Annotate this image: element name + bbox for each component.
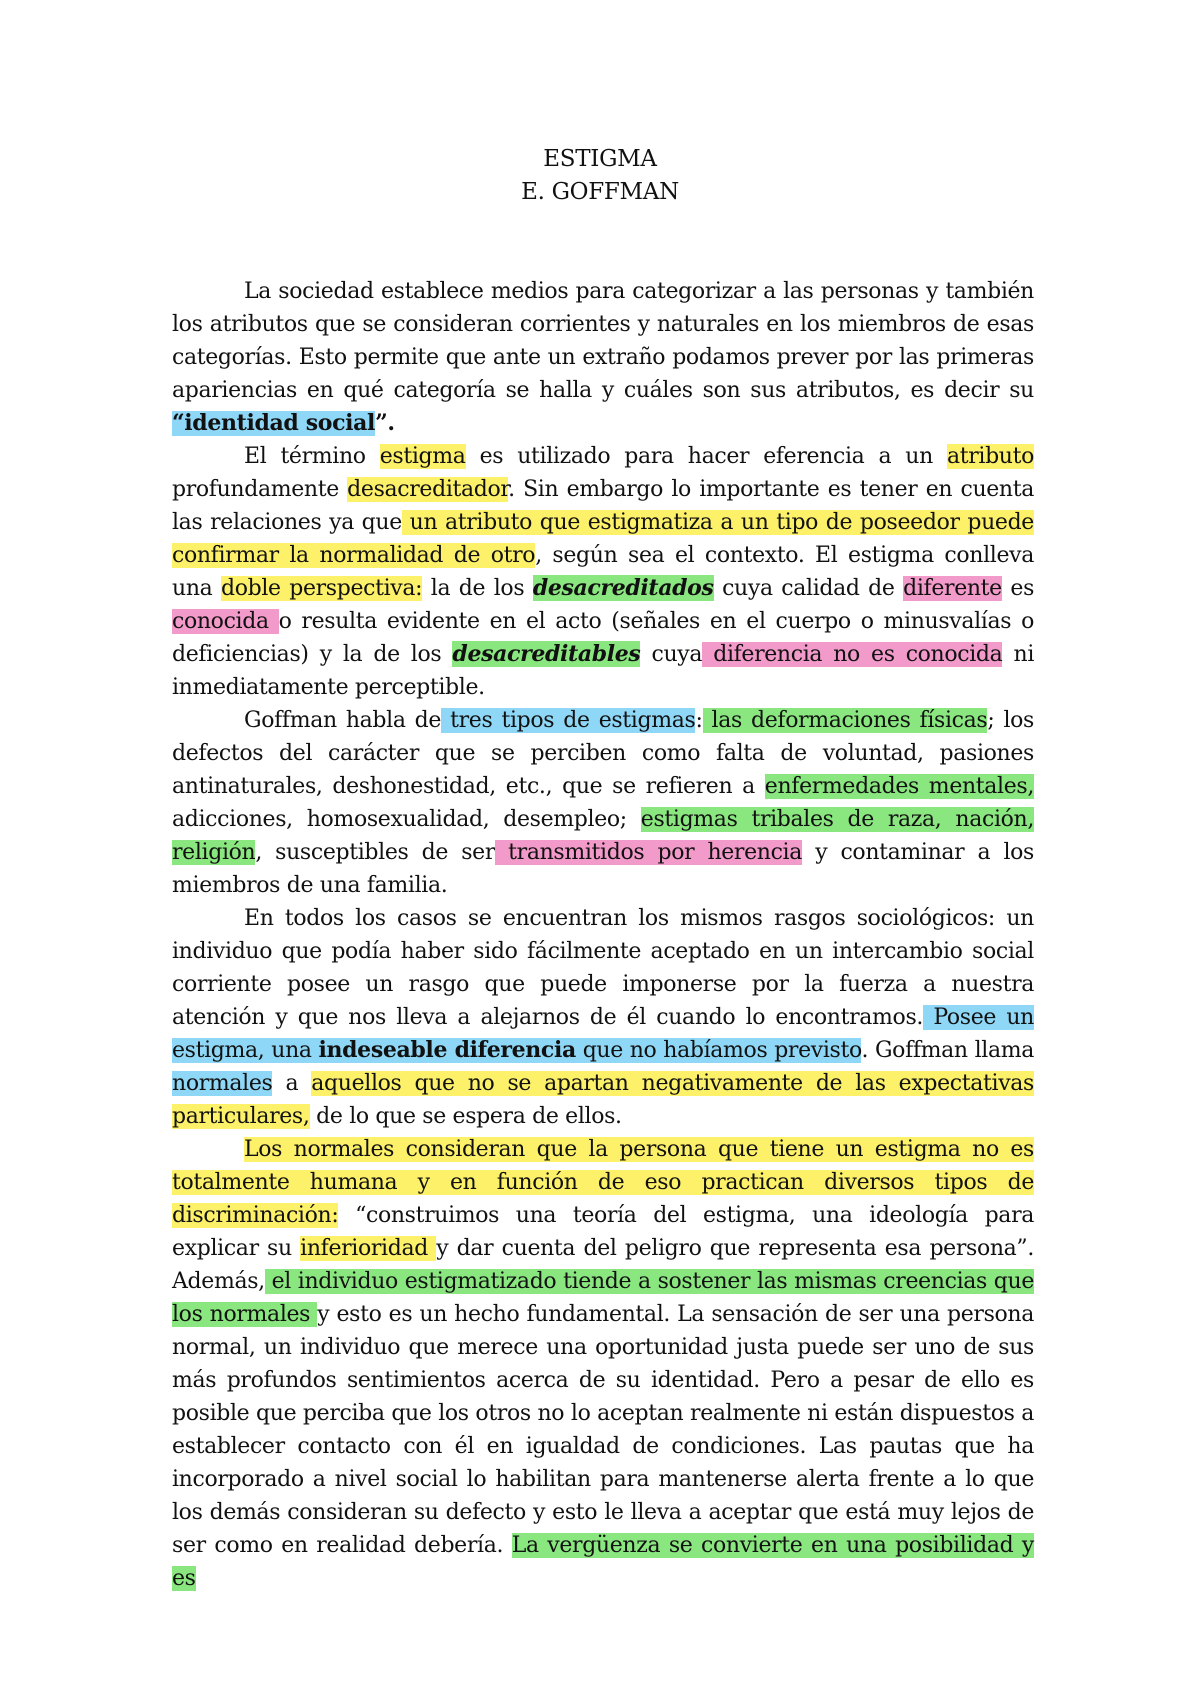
text-run: adicciones, homosexualidad, desempleo; (172, 807, 641, 832)
highlight-green: estigmas tribales de raza, nación, religión (172, 807, 1034, 865)
highlight-yellow: desacreditador (347, 477, 509, 502)
highlight-yellow: aquellos que no se apartan negativamente de las expectativas particulares, (172, 1071, 1034, 1129)
highlight-blue: tres tipos de estigmas (441, 708, 696, 733)
highlight-yellow: Los normales consideran que la persona que tiene un estigma no es totalmente humana y en función de eso practican diversos tipos de discriminación: (172, 1137, 1034, 1228)
highlight-blue: Posee un estigma, una (172, 1005, 1034, 1063)
text-run: cuya (640, 642, 703, 667)
paragraph-1 (172, 275, 1034, 440)
text-run: o resulta evidente en el acto (señales en el cuerpo o minusvalías o deficiencias) y la de los (172, 609, 1034, 667)
text-run: , susceptibles de ser (255, 840, 495, 865)
highlight-green: las deformaciones físicas (702, 708, 988, 733)
paragraph-5 (172, 1133, 1034, 1595)
text-run: es utilizado para hacer eferencia a un (465, 444, 947, 469)
title-block (0, 143, 1200, 209)
paragraph-2 (172, 440, 1034, 704)
text-run: la de los (422, 576, 533, 601)
highlight-blue: normales (172, 1071, 273, 1096)
document-author: E. GOFFMAN (521, 179, 679, 205)
text-run: “construimos una teoría del estigma, una ideología para explicar su (172, 1203, 1034, 1261)
text-run: a (272, 1071, 312, 1096)
text-run: de lo que se espera de ellos. (309, 1104, 622, 1129)
highlight-yellow: atributo (946, 444, 1035, 469)
highlight-yellow: doble perspectiva: (220, 576, 423, 601)
highlight-yellow: un atributo que estigmatiza a un tipo de poseedor puede confirmar la normalidad de otro (172, 510, 1034, 568)
highlight-blue-bold (318, 1038, 575, 1063)
bold-term: ”. (375, 410, 395, 436)
highlight-green: enfermedades mentales, (764, 774, 1034, 799)
text-run: . Sin embargo lo importante es tener en cuenta las relaciones ya que (172, 477, 1035, 535)
paragraph-4 (172, 902, 1034, 1133)
highlight-pink: diferencia no es conocida (702, 642, 1003, 667)
text-run: El término (244, 444, 380, 469)
highlight-green: La vergüenza se convierte en una posibilidad y es (172, 1533, 1035, 1591)
text-run: cuya calidad de (713, 576, 904, 601)
highlight-blue (172, 411, 375, 436)
document-title: ESTIGMA (543, 146, 657, 172)
text-run: . Goffman llama (861, 1038, 1034, 1063)
highlight-blue: que no habíamos previsto (575, 1038, 862, 1063)
text-run: : (695, 708, 703, 733)
text-run: ; los defectos del carácter que se perciben como falta de voluntad, pasiones antinaturales, deshonestidad, etc., que se refieren a (172, 708, 1034, 799)
highlight-yellow: inferioridad (300, 1236, 437, 1261)
text-run: es (1001, 576, 1035, 601)
highlight-green: el individuo estigmatizado tiende a sostener las mismas creencias que los normales (172, 1269, 1034, 1327)
text-run: En todos los casos se encuentran los mismos rasgos sociológicos: un individuo que podía haber sido fácilmente aceptado en un intercambio social corriente posee un rasgo que puede imponerse por la fuerza a nuestra atención y que nos lleva a alejarnos de él cuando lo encontramos. (172, 906, 1034, 1030)
highlight-yellow: estigma (379, 444, 466, 469)
text-run: Goffman habla de (244, 708, 442, 733)
paragraph-3 (172, 704, 1034, 902)
bold-term: indeseable diferencia (318, 1037, 576, 1063)
highlight-green-term: desacreditados (532, 575, 714, 601)
highlight-pink: transmitidos por herencia (494, 840, 803, 865)
highlight-pink: conocida (172, 609, 279, 634)
text-run: ni inmediatamente perceptible. (172, 642, 1035, 700)
bold-term: “identidad social (172, 410, 376, 436)
text-run: y esto es un hecho fundamental. La sensación de ser una persona normal, un individuo que merece una oportunidad justa puede ser uno de sus más profundos sentimientos acerca de su identidad. Pero a pesar de ello es posible que perciba que los otros no lo aceptan realmente ni están dispuestos a establecer contacto con él en igualdad de condiciones. Las pautas que ha incorporado a nivel social lo habilitan para mantenerse alerta frente a lo que los demás consideran su defecto y esto le lleva a aceptar que está muy lejos de ser como en realidad debería. (172, 1302, 1034, 1558)
text-run: profundamente (172, 477, 348, 502)
text-run: La sociedad establece medios para categorizar a las personas y también los atributos que se consideran corrientes y naturales en los miembros de esas categorías. Esto permite que ante un extraño podamos prever por las primeras apariencias en qué categoría se halla y cuáles son sus atributos, es decir su (172, 279, 1034, 403)
text-run: , según sea el contexto. El estigma conlleva una (172, 543, 1034, 601)
text-run: y dar cuenta del peligro que representa esa persona”. Además, (172, 1236, 1034, 1294)
highlight-pink: diferente (903, 576, 1002, 601)
text-run: y contaminar a los miembros de una familia. (172, 840, 1034, 898)
highlight-green-term: desacreditables (452, 641, 641, 667)
document-body (172, 275, 1034, 1595)
